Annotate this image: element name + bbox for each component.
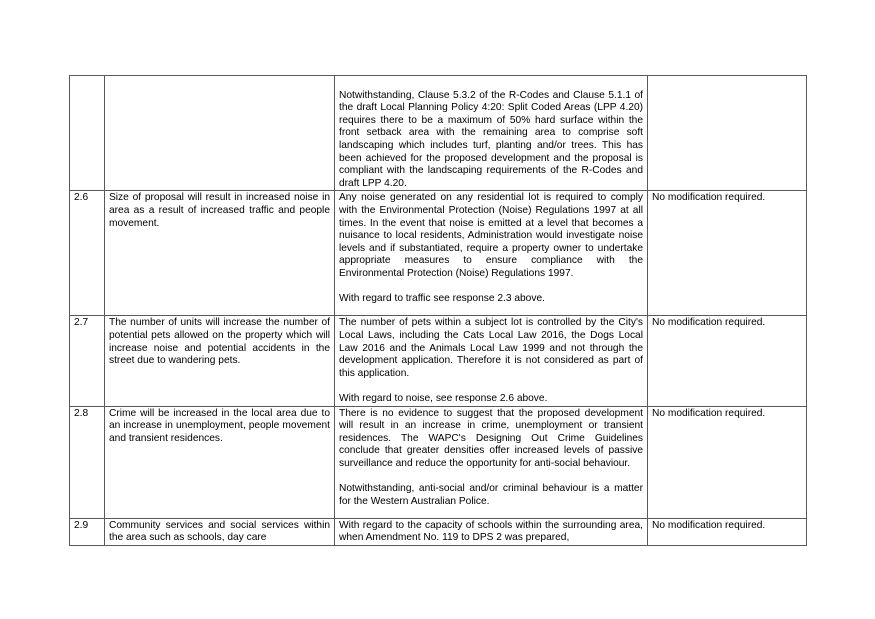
response-paragraph: Notwithstanding, Clause 5.3.2 of the R-Codes and Clause 5.1.1 of the draft Local Planning Policy 4:20: Split Coded Areas (LPP 4.20) requires there to be a maximum of 50% hard surface within the front setback area with the remaining area to comprise soft landscaping which includes turf, planting and/or trees. This has been achieved for the proposed development and the proposal is compliant with the landscaping requirements of the R-Codes and draft LPP 4.20. xyxy=(339,89,643,189)
submission-cell: Size of proposal will result in increased noise in area as a result of increased traffic and people movement. xyxy=(105,191,335,316)
item-number-cell: 2.8 xyxy=(70,406,105,518)
table-row xyxy=(70,76,807,191)
item-number-cell: 2.6 xyxy=(70,191,105,316)
response-paragraph: There is no evidence to suggest that the proposed development will result in an increase in crime, unemployment or transient residences. The WAPC's Designing Out Crime Guidelines conclude that greater densities offer increased levels of passive surveillance and reduce the opportunity for anti-social behaviour. xyxy=(339,407,643,469)
response-cell xyxy=(335,191,648,316)
response-paragraph: Notwithstanding, anti-social and/or criminal behaviour is a matter for the Western Australian Police. xyxy=(339,483,643,507)
response-cell xyxy=(335,406,648,518)
item-number-cell: 2.7 xyxy=(70,316,105,406)
recommendation-cell: No modification required. xyxy=(648,518,807,545)
table-row xyxy=(70,316,807,406)
response-cell xyxy=(335,316,648,406)
table-row xyxy=(70,191,807,316)
submission-cell: The number of units will increase the number of potential pets allowed on the property which will increase noise and potential accidents in the street due to wandering pets. xyxy=(105,316,335,406)
recommendation-cell: No modification required. xyxy=(648,406,807,518)
item-number-cell: 2.9 xyxy=(70,518,105,545)
response-paragraph: Any noise generated on any residential lot is required to comply with the Environmental Protection (Noise) Regulations 1997 at all times. In the event that noise is emitted at a level that becomes a nuisance to local residents, Administration would investigate noise levels and if substantiated, require a property owner to undertake appropriate measures to ensure compliance with the Environmental Protection (Noise) Regulations 1997. xyxy=(339,192,643,279)
response-paragraph: With regard to the capacity of schools within the surrounding area, when Amendment No. 119 to DPS 2 was prepared, xyxy=(339,519,643,544)
response-cell xyxy=(335,76,648,191)
response-paragraph: With regard to noise, see response 2.6 above. xyxy=(339,392,548,404)
submission-cell xyxy=(105,76,335,191)
submissions-table xyxy=(69,75,807,546)
response-paragraph: The number of pets within a subject lot is controlled by the City's Local Laws, including the Cats Local Law 2016, the Dogs Local Law 2016 and the Animals Local Law 1999 and not through the development application. Therefore it is not considered as part of this application. xyxy=(339,317,643,379)
recommendation-cell: No modification required. xyxy=(648,316,807,406)
submission-cell: Community services and social services within the area such as schools, day care xyxy=(105,518,335,545)
table-row xyxy=(70,518,807,545)
response-cell xyxy=(335,518,648,545)
table-row xyxy=(70,406,807,518)
recommendation-cell xyxy=(648,76,807,191)
response-paragraph: With regard to traffic see response 2.3 above. xyxy=(339,293,545,305)
item-number-cell xyxy=(70,76,105,191)
recommendation-cell: No modification required. xyxy=(648,191,807,316)
submission-cell: Crime will be increased in the local area due to an increase in unemployment, people movement and transient residences. xyxy=(105,406,335,518)
